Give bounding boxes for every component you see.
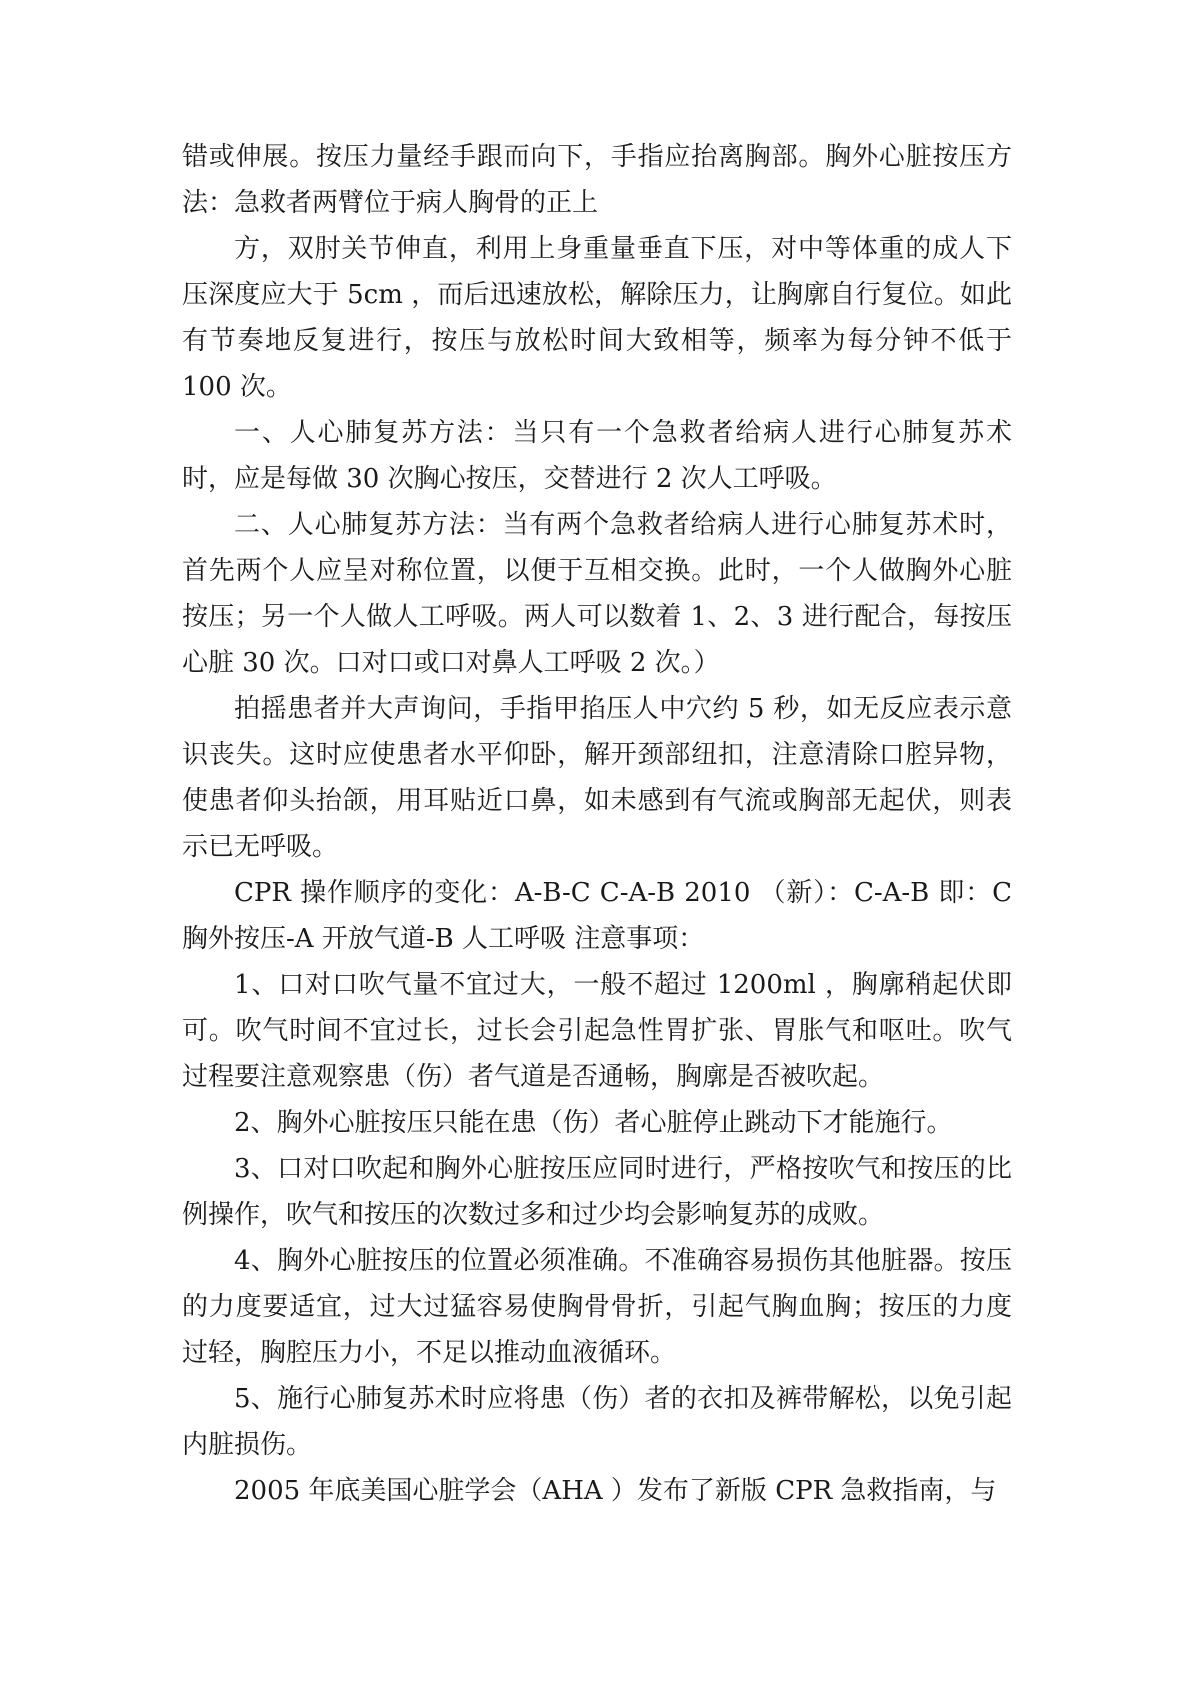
- paragraph-assessment: 拍摇患者并大声询问，手指甲掐压人中穴约 5 秒，如无反应表示意识丧失。这时应使患者水平仰卧，解开颈部纽扣，注意清除口腔异物，使患者仰头抬颌，用耳贴近口鼻，如未感到有气流或胸部无起伏，则表示已无呼吸。: [182, 694, 1012, 862]
- paragraph-note-1: 1、口对口吹气量不宜过大，一般不超过 1200ml ，胸廓稍起伏即可。吹气时间不宜过长，过长会引起急性胃扩张、胃胀气和呕吐。吹气过程要注意观察患（伤）者气道是否通畅，胸廓是否被吹起。: [182, 970, 1012, 1092]
- paragraph-aha-2005: 2005 年底美国心脏学会（AHA ）发布了新版 CPR 急救指南，与: [234, 1476, 997, 1506]
- paragraph-note-3: 3、口对口吹起和胸外心脏按压应同时进行，严格按吹气和按压的比例操作，吹气和按压的次数过多和过少均会影响复苏的成败。: [182, 1154, 1012, 1230]
- paragraph-two-rescuers: 二、人心肺复苏方法：当有两个急救者给病人进行心肺复苏术时，首先两个人应呈对称位置，以便于互相交换。此时，一个人做胸外心脏按压；另一个人做人工呼吸。两人可以数着 1、2、3 进行配合，每按压心脏 30 次。口对口或口对鼻人工呼吸 2 次。）: [182, 510, 1012, 678]
- document-body: [182, 134, 1012, 1514]
- paragraph-single-rescuer: 一、人心肺复苏方法：当只有一个急救者给病人进行心肺复苏术时，应是每做 30 次胸心按压，交替进行 2 次人工呼吸。: [182, 418, 1012, 494]
- paragraph-note-5: 5、施行心肺复苏术时应将患（伤）者的衣扣及裤带解松，以免引起内脏损伤。: [182, 1384, 1012, 1460]
- paragraph-compression-depth: 方，双肘关节伸直，利用上身重量垂直下压，对中等体重的成人下压深度应大于 5cm ，而后迅速放松，解除压力，让胸廓自行复位。如此有节奏地反复进行，按压与放松时间大致相等，频率为每分钟不低于 100 次。: [182, 234, 1012, 402]
- paragraph-cpr-sequence: CPR 操作顺序的变化：A-B-C C-A-B 2010 （新）：C-A-B 即：C 胸外按压-A 开放气道-B 人工呼吸 注意事项：: [182, 878, 1012, 954]
- paragraph-note-4: 4、胸外心脏按压的位置必须准确。不准确容易损伤其他脏器。按压的力度要适宜，过大过猛容易使胸骨骨折，引起气胸血胸；按压的力度过轻，胸腔压力小，不足以推动血液循环。: [182, 1246, 1012, 1368]
- paragraph-continued: 错或伸展。按压力量经手跟而向下，手指应抬离胸部。胸外心脏按压方法：急救者两臂位于病人胸骨的正上: [182, 142, 1012, 218]
- paragraph-note-2: 2、胸外心脏按压只能在患（伤）者心脏停止跳动下才能施行。: [234, 1108, 953, 1138]
